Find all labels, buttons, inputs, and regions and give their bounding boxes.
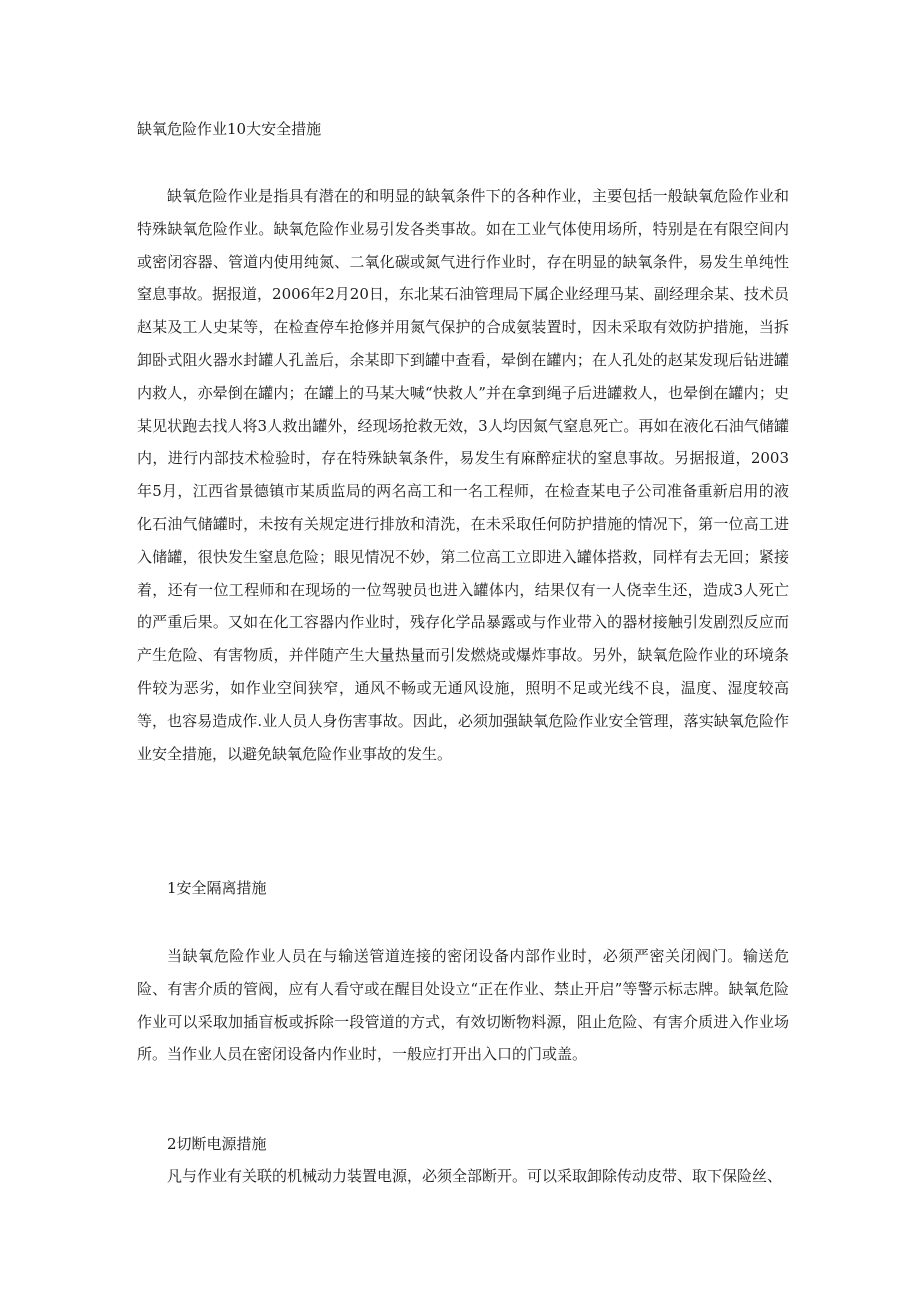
intro-paragraph: 缺氧危险作业是指具有潜在的和明显的缺氧条件下的各种作业，主要包括一般缺氧危险作业和特殊缺氧危险作业。缺氧危险作业易引发各类事故。如在工业气体使用场所，特别是在有限空间内或密闭容器、管道内使用纯氮、二氧化碳或氮气进行作业时，存在明显的缺氧条件，易发生单纯性窒息事故。据报道，2006年2月20日，东北某石油管理局下属企业经理马某、副经理余某、技术员赵某及工人史某等，在检查停车抢修并用氮气保护的合成氨装置时，因未采取有效防护措施，当拆卸卧式阻火器水封罐人孔盖后，余某即下到罐中查看，晕倒在罐内；在人孔处的赵某发现后钻进罐内救人，亦晕倒在罐内；在罐上的马某大喊“快救人”并在拿到绳子后进罐救人，也晕倒在罐内；史某见状跑去找人将3人救出罐外，经现场抢救无效，3人均因氮气窒息死亡。再如在液化石油气储罐内，进行内部技术检验时，存在特殊缺氧条件，易发生有麻醉症状的窒息事故。另据报道，2003年5月，江西省景德镇市某质监局的两名高工和一名工程师，在检查某电子公司准备重新启用的液化石油气储罐时，未按有关规定进行排放和清洗，在未采取任何防护措施的情况下，第一位高工进入储罐，很快发生窒息危险；眼见情况不妙，第二位高工立即进入罐体搭救，同样有去无回；紧接着，还有一位工程师和在现场的一位驾驶员也进入罐体内，结果仅有一人侥幸生还，造成3人死亡的严重后果。又如在化工容器内作业时，残存化学品暴露或与作业带入的器材接触引发剧烈反应而产生危险、有害物质，并伴随产生大量热量而引发燃烧或爆炸事故。另外，缺氧危险作业的环境条件较为恶劣，如作业空间狭窄，通风不畅或无通风设施，照明不足或光线不良，温度、湿度较高等，也容易造成作.业人员人身伤害事故。因此，必须加强缺氧危险作业安全管理，落实缺氧危险作业安全措施，以避免缺氧危险作业事故的发生。 [137,187,789,763]
section-body-power-cutoff: 凡与作业有关联的机械动力装置电源，必须全部断开。可以采取卸除传动皮带、取下保险丝、 [167,1167,783,1185]
document-title: 缺氧危险作业10大安全措施 [137,120,322,138]
section-body-isolation: 当缺氧危险作业人员在与输送管道连接的密闭设备内部作业时，必须严密关闭阀门。输送危险、有害介质的管阀，应有人看守或在醒目处设立“正在作业、禁止开启”等警示标志牌。缺氧危险作业可以采取加插盲板或拆除一段管道的方式，有效切断物料源，阻止危险、有害介质进入作业场所。当作业人员在密闭设备内作业时，一般应打开出入口的门或盖。 [137,947,789,1064]
section-heading-isolation: 1安全隔离措施 [167,879,267,897]
section-heading-power-cutoff: 2切断电源措施 [167,1135,267,1153]
